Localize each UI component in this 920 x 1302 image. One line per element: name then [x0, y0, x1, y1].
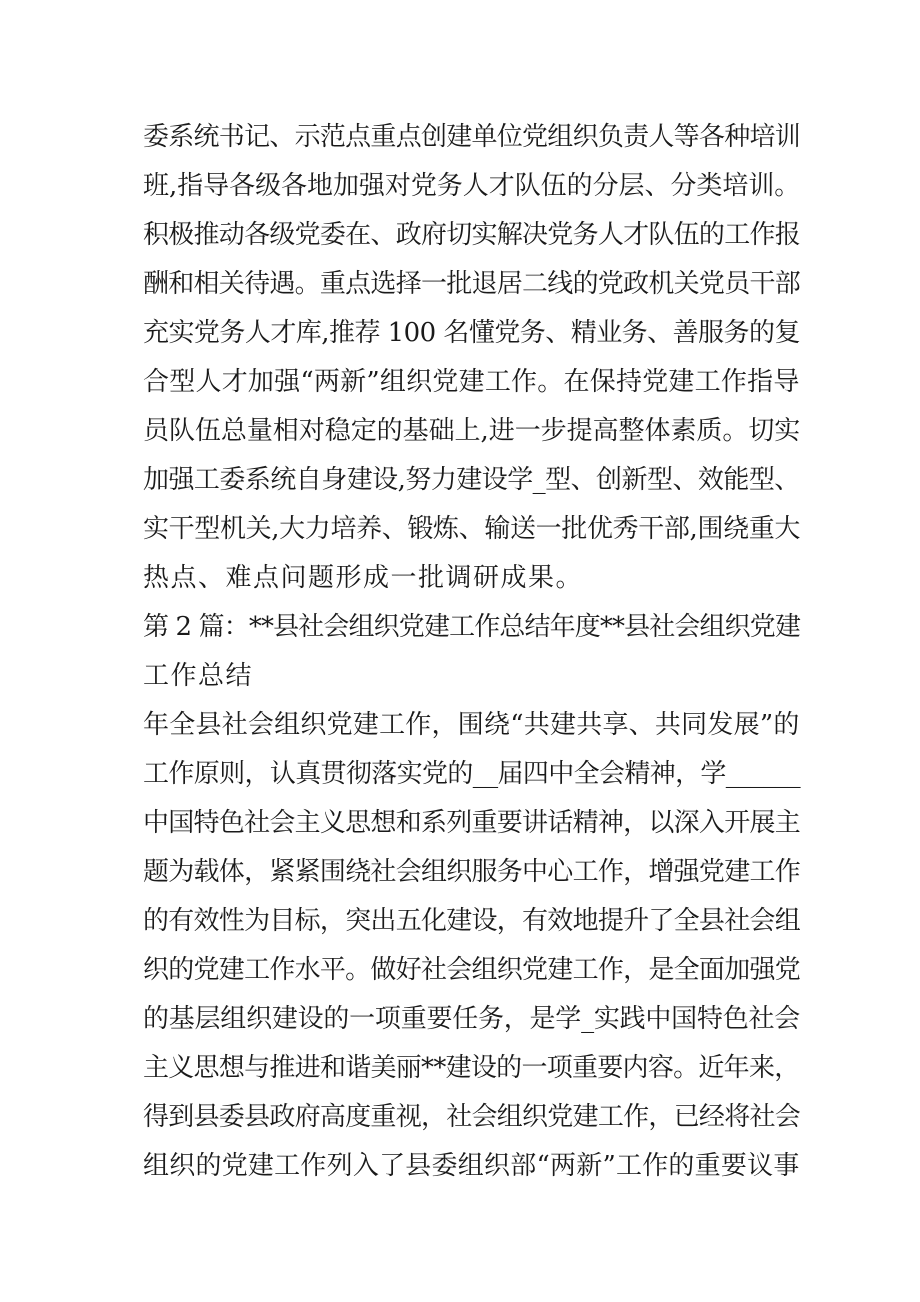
text-line-14: 工作原则，认真贯彻落实党的__届四中全会精神，学______: [143, 759, 801, 789]
text-line-1: 委系统书记、示范点重点创建单位党组织负责人等各种培训: [143, 122, 801, 152]
text-line-13: 年全县社会组织党建工作，围绕“共建共享、共同发展”的: [143, 710, 800, 740]
text-line-16: 题为载体，紧紧围绕社会组织服务中心工作，增强党建工作: [143, 857, 801, 887]
section-heading-line-2: 工作总结: [143, 661, 254, 691]
section-heading-line-1: 第 2 篇：**县社会组织党建工作总结年度**县社会组织党建: [143, 612, 801, 642]
text-line-3: 积极推动各级党委在、政府切实解决党务人才队伍的工作报: [143, 220, 801, 250]
text-line-10: 热点、难点问题形成一批调研成果。: [143, 563, 584, 593]
text-line-7: 员队伍总量相对稳定的基础上,进一步提高整体素质。切实: [143, 416, 801, 446]
text-line-17: 的有效性为目标，突出五化建设，有效地提升了全县社会组: [143, 906, 801, 936]
text-line-2: 班,指导各级各地加强对党务人才队伍的分层、分类培训。: [143, 171, 801, 201]
text-line-6: 合型人才加强“两新”组织党建工作。在保持党建工作指导: [143, 367, 800, 397]
text-line-8: 加强工委系统自身建设,努力建设学_型、创新型、效能型、: [143, 465, 800, 495]
text-line-15: 中国特色社会主义思想和系列重要讲话精神，以深入开展主: [143, 808, 801, 838]
text-line-9: 实干型机关,大力培养、锻炼、输送一批优秀干部,围绕重大: [143, 514, 801, 544]
text-line-4: 酬和相关待遇。重点选择一批退居二线的党政机关党员干部: [143, 269, 801, 299]
text-line-19: 的基层组织建设的一项重要任务，是学_实践中国特色社会: [143, 1004, 801, 1034]
text-line-21: 得到县委县政府高度重视，社会组织党建工作，已经将社会: [143, 1102, 801, 1132]
text-line-22: 组织的党建工作列入了县委组织部“两新”工作的重要议事: [143, 1151, 800, 1181]
text-line-18: 织的党建工作水平。做好社会组织党建工作，是全面加强党: [143, 955, 801, 985]
text-line-20: 主义思想与推进和谐美丽**建设的一项重要内容。近年来，: [143, 1053, 800, 1083]
text-line-5: 充实党务人才库,推荐 100 名懂党务、精业务、善服务的复: [143, 318, 800, 348]
